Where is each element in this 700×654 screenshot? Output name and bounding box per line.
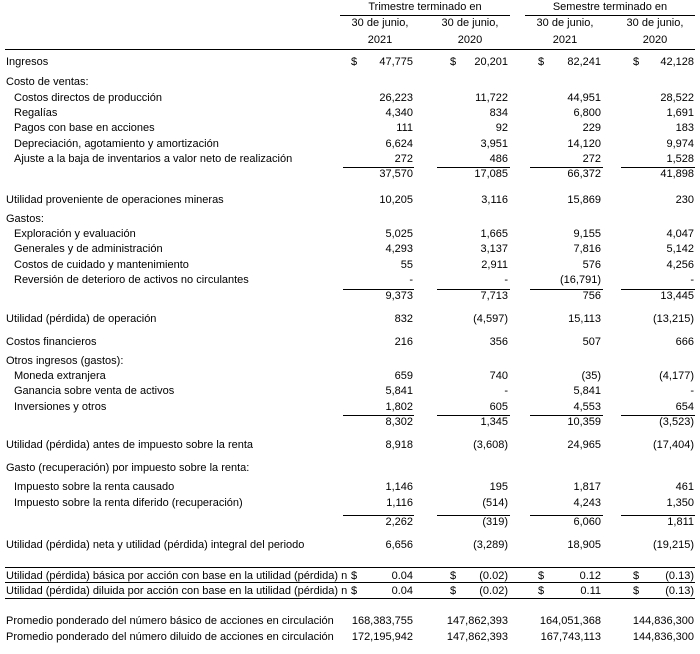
row-label: Ganancia sobre venta de activos — [14, 385, 175, 397]
value-cell: 164,051,368 — [539, 615, 601, 627]
table-row — [0, 496, 700, 511]
value-cell: 229 — [582, 122, 601, 134]
value-cell: (3,289) — [473, 539, 508, 551]
value-cell: (319) — [482, 516, 508, 528]
value-cell: (3,523) — [659, 416, 694, 428]
header-group-semester: Semestre terminado en — [552, 1, 668, 13]
rule-line — [5, 582, 695, 583]
currency-symbol: $ — [633, 570, 640, 582]
value-cell: 756 — [582, 290, 601, 302]
col-date-1: 30 de junio, — [351, 17, 409, 29]
subtotal-line — [530, 289, 603, 290]
table-row — [0, 354, 700, 369]
subtotal-line — [530, 167, 603, 168]
value-cell: (17,404) — [653, 439, 694, 451]
row-label: Ajuste a la baja de inventarios a valor neto de realización — [14, 153, 293, 165]
value-cell: 1,691 — [666, 107, 694, 119]
table-row — [0, 137, 700, 152]
value-cell: 2,262 — [385, 516, 413, 528]
row-label: Utilidad (pérdida) neta y utilidad (pérdida) integral del periodo — [6, 539, 305, 551]
value-cell: (0.13) — [665, 570, 694, 582]
table-row — [0, 630, 700, 645]
value-cell: 7,713 — [480, 290, 508, 302]
value-cell: 4,293 — [385, 243, 413, 255]
value-cell: (3,608) — [473, 439, 508, 451]
value-cell: 9,155 — [573, 228, 601, 240]
value-cell: 6,656 — [385, 539, 413, 551]
value-cell: (0.13) — [665, 585, 694, 597]
row-label: Costo de ventas: — [6, 76, 89, 88]
value-cell: 44,951 — [567, 92, 601, 104]
header-group-quarter: Trimestre terminado en — [368, 1, 482, 13]
value-cell: (514) — [482, 497, 508, 509]
table-row — [0, 121, 700, 136]
value-cell: 111 — [396, 122, 413, 134]
value-cell: 1,802 — [385, 401, 413, 413]
value-cell: - — [504, 385, 508, 397]
value-cell: (19,215) — [653, 539, 694, 551]
value-cell: 356 — [489, 336, 508, 348]
row-label: Utilidad (pérdida) de operación — [6, 313, 157, 325]
value-cell: 740 — [489, 370, 508, 382]
value-cell: 11,722 — [475, 92, 508, 104]
subtotal-line — [621, 167, 695, 168]
table-row — [0, 273, 700, 288]
row-label: Utilidad (pérdida) antes de impuesto sobre la renta — [6, 439, 254, 451]
value-cell: 8,918 — [385, 439, 413, 451]
subtotal-line — [530, 415, 603, 416]
value-cell: 1,811 — [667, 516, 694, 528]
value-cell: 9,974 — [666, 138, 694, 150]
row-label: Costos financieros — [6, 336, 97, 348]
value-cell: (13,215) — [653, 313, 694, 325]
value-cell: 5,841 — [385, 385, 413, 397]
value-cell: 0.04 — [391, 570, 413, 582]
value-cell: - — [690, 385, 694, 397]
row-label: Impuesto sobre la renta diferido (recuperación) — [14, 497, 243, 509]
table-row — [0, 212, 700, 227]
row-label: Gasto (recuperación) por impuesto sobre la renta: — [6, 462, 250, 474]
row-label: Generales y de administración — [14, 243, 163, 255]
value-cell: 18,905 — [567, 539, 601, 551]
subtotal-line — [437, 289, 510, 290]
table-row — [0, 400, 700, 415]
value-cell: 654 — [675, 401, 694, 413]
subtotal-line — [343, 167, 414, 168]
value-cell: 486 — [489, 153, 508, 165]
subtotal-line — [530, 515, 603, 516]
subtotal-line — [437, 415, 510, 416]
value-cell: - — [409, 274, 413, 286]
value-cell: 13,445 — [660, 290, 694, 302]
value-cell: 1,116 — [386, 497, 413, 509]
value-cell: (35) — [581, 370, 601, 382]
value-cell: 0.12 — [579, 570, 601, 582]
value-cell: 167,743,113 — [540, 631, 601, 643]
value-cell: 1,817 — [573, 481, 601, 493]
currency-symbol: $ — [633, 585, 640, 597]
value-cell: 147,862,393 — [446, 615, 508, 627]
value-cell: 147,862,393 — [446, 631, 508, 643]
row-label: Promedio ponderado del número diluido de acciones en circulación — [6, 631, 334, 643]
row-label: Impuesto sobre la renta causado — [14, 481, 175, 493]
value-cell: (0.02) — [479, 570, 508, 582]
row-label: Ingresos — [6, 56, 49, 68]
value-cell: - — [690, 274, 694, 286]
value-cell: 1,345 — [480, 416, 508, 428]
row-label: Costos de cuidado y mantenimiento — [14, 259, 189, 271]
subtotal-line — [621, 515, 695, 516]
value-cell: 37,570 — [379, 168, 413, 180]
value-cell: 6,060 — [573, 516, 601, 528]
col-year-3: 2021 — [552, 34, 578, 46]
currency-symbol: $ — [538, 585, 545, 597]
row-label: Costos directos de producción — [14, 92, 162, 104]
value-cell: 10,205 — [379, 194, 413, 206]
row-label: Moneda extranjera — [14, 370, 106, 382]
value-cell: 41,898 — [660, 168, 694, 180]
table-row — [0, 152, 700, 167]
table-row — [0, 106, 700, 121]
subtotal-line — [437, 515, 510, 516]
table-row — [0, 312, 700, 327]
row-label: Reversión de deterioro de activos no circulantes — [14, 274, 249, 286]
value-cell: 7,816 — [573, 243, 601, 255]
value-cell: 216 — [394, 336, 413, 348]
value-cell: 461 — [675, 481, 694, 493]
value-cell: 168,383,755 — [351, 615, 413, 627]
table-row — [0, 75, 700, 90]
table-row — [0, 193, 700, 208]
value-cell: (0.02) — [479, 585, 508, 597]
currency-symbol: $ — [351, 585, 358, 597]
value-cell: 272 — [582, 153, 601, 165]
table-row — [0, 258, 700, 273]
table-row — [0, 91, 700, 106]
table-row — [0, 614, 700, 629]
table-row — [0, 369, 700, 384]
value-cell: 183 — [675, 122, 694, 134]
table-row — [0, 242, 700, 257]
subtotal-line — [437, 167, 510, 168]
table-row — [0, 538, 700, 553]
value-cell: 82,241 — [567, 56, 601, 68]
row-label: Otros ingresos (gastos): — [6, 355, 124, 367]
value-cell: 6,800 — [573, 107, 601, 119]
value-cell: 10,359 — [567, 416, 601, 428]
table-row — [0, 461, 700, 476]
subtotal-line — [343, 415, 414, 416]
value-cell: 17,085 — [474, 168, 508, 180]
value-cell: 47,775 — [379, 56, 413, 68]
row-label: Exploración y evaluación — [14, 228, 136, 240]
value-cell: 1,528 — [666, 153, 694, 165]
value-cell: 1,146 — [385, 481, 413, 493]
value-cell: 2,911 — [481, 259, 508, 271]
value-cell: 5,841 — [573, 385, 601, 397]
value-cell: 230 — [675, 194, 694, 206]
value-cell: 5,142 — [666, 243, 694, 255]
row-label: Inversiones y otros — [14, 401, 107, 413]
rule-line — [5, 598, 695, 599]
value-cell: 0.11 — [580, 585, 601, 597]
value-cell: 3,137 — [480, 243, 508, 255]
value-cell: 144,836,300 — [632, 631, 694, 643]
row-label: Regalías — [14, 107, 58, 119]
value-cell: 28,522 — [660, 92, 694, 104]
col-year-1: 2021 — [367, 34, 393, 46]
currency-symbol: $ — [538, 570, 545, 582]
value-cell: 144,836,300 — [632, 615, 694, 627]
subtotal-line — [621, 289, 695, 290]
value-cell: 4,256 — [666, 259, 694, 271]
value-cell: 55 — [400, 259, 413, 271]
value-cell: 659 — [394, 370, 413, 382]
value-cell: 4,340 — [385, 107, 413, 119]
table-row — [0, 515, 700, 530]
table-row — [0, 335, 700, 350]
table-row — [0, 227, 700, 242]
currency-symbol: $ — [450, 56, 457, 68]
row-label: Utilidad (pérdida) diluida por acción con base en la utilidad (pérdida) n — [6, 585, 348, 597]
row-label: Utilidad (pérdida) básica por acción con base en la utilidad (pérdida) n — [6, 570, 348, 582]
value-cell: - — [504, 274, 508, 286]
col-date-3: 30 de junio, — [536, 17, 594, 29]
table-row — [0, 480, 700, 495]
value-cell: 4,553 — [573, 401, 601, 413]
table-row — [0, 438, 700, 453]
value-cell: 66,372 — [567, 168, 601, 180]
row-label: Gastos: — [6, 213, 44, 225]
table-row — [0, 415, 700, 430]
col-date-4: 30 de junio, — [626, 17, 684, 29]
currency-symbol: $ — [450, 570, 457, 582]
value-cell: 4,243 — [573, 497, 601, 509]
value-cell: 6,624 — [385, 138, 413, 150]
value-cell: 834 — [489, 107, 508, 119]
currency-symbol: $ — [351, 570, 358, 582]
value-cell: 0.04 — [391, 585, 413, 597]
value-cell: 42,128 — [660, 56, 694, 68]
col-year-2: 2020 — [457, 34, 483, 46]
currency-symbol: $ — [351, 56, 358, 68]
value-cell: 24,965 — [567, 439, 601, 451]
value-cell: 14,120 — [567, 138, 601, 150]
row-label: Pagos con base en acciones — [14, 122, 155, 134]
table-row — [0, 584, 700, 599]
currency-symbol: $ — [538, 56, 545, 68]
value-cell: 507 — [582, 336, 601, 348]
row-label: Promedio ponderado del número básico de acciones en circulación — [6, 615, 334, 627]
value-cell: 26,223 — [379, 92, 413, 104]
value-cell: 4,047 — [666, 228, 694, 240]
value-cell: 172,195,942 — [351, 631, 413, 643]
table-row — [0, 167, 700, 182]
value-cell: 195 — [489, 481, 508, 493]
value-cell: 832 — [394, 313, 413, 325]
value-cell: 3,951 — [480, 138, 508, 150]
value-cell: 605 — [489, 401, 508, 413]
col-date-2: 30 de junio, — [441, 17, 499, 29]
value-cell: 3,116 — [481, 194, 508, 206]
value-cell: 8,302 — [385, 416, 413, 428]
value-cell: 15,869 — [567, 194, 601, 206]
row-label: Utilidad proveniente de operaciones mineras — [6, 194, 224, 206]
subtotal-line — [343, 289, 414, 290]
value-cell: 5,025 — [385, 228, 413, 240]
value-cell: (4,597) — [473, 313, 508, 325]
value-cell: 1,665 — [480, 228, 508, 240]
value-cell: 20,201 — [474, 56, 508, 68]
col-year-4: 2020 — [642, 34, 668, 46]
table-row — [0, 384, 700, 399]
table-row — [0, 55, 700, 70]
value-cell: 9,373 — [385, 290, 413, 302]
currency-symbol: $ — [450, 585, 457, 597]
value-cell: 1,350 — [666, 497, 694, 509]
table-row — [0, 289, 700, 304]
currency-symbol: $ — [633, 56, 640, 68]
subtotal-line — [621, 415, 695, 416]
value-cell: 15,113 — [568, 313, 601, 325]
rule-line — [5, 567, 695, 568]
value-cell: (16,791) — [560, 274, 601, 286]
value-cell: 576 — [582, 259, 601, 271]
value-cell: 92 — [495, 122, 508, 134]
subtotal-line — [343, 515, 414, 516]
value-cell: 666 — [675, 336, 694, 348]
row-label: Depreciación, agotamiento y amortización — [14, 138, 219, 150]
value-cell: (4,177) — [659, 370, 694, 382]
value-cell: 272 — [394, 153, 413, 165]
